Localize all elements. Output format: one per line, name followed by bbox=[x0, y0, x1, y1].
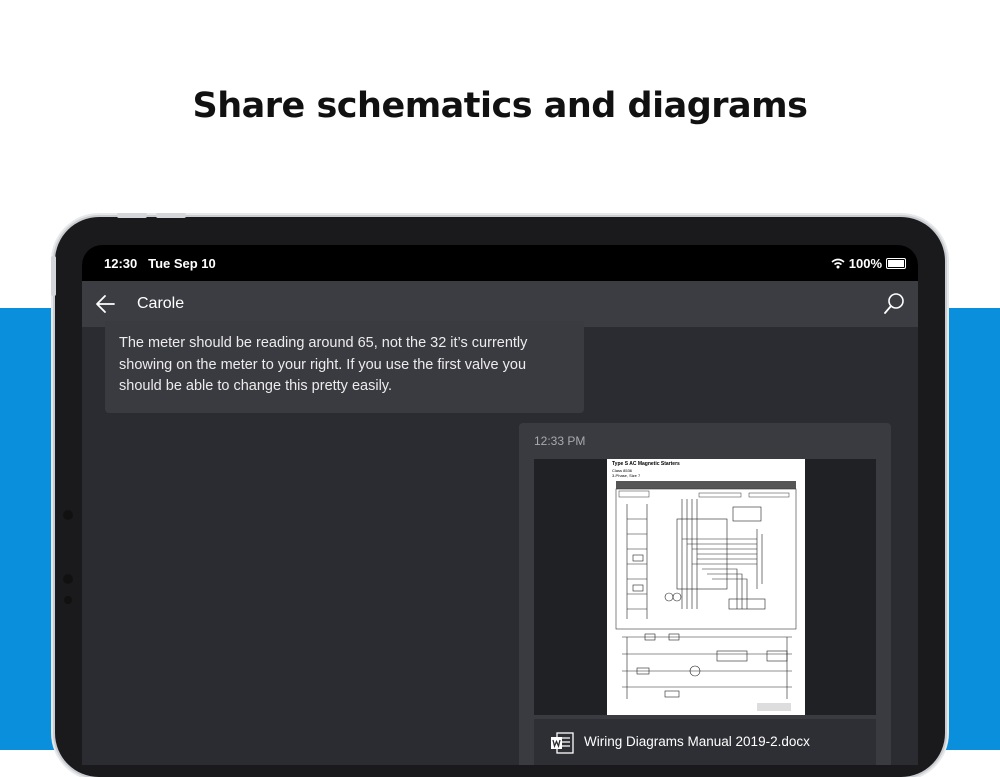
sensor-dot-2 bbox=[64, 596, 72, 604]
wifi-icon bbox=[831, 258, 845, 269]
status-bar bbox=[82, 245, 918, 281]
battery-icon bbox=[886, 258, 906, 269]
chat-thread[interactable] bbox=[82, 327, 918, 765]
outgoing-message bbox=[519, 423, 891, 765]
page-headline: Share schematics and diagrams bbox=[192, 86, 808, 126]
document-subtitle-line2: 3-Phase, Size 7 bbox=[612, 473, 641, 478]
tablet-screen bbox=[82, 245, 918, 765]
power-button bbox=[51, 256, 56, 296]
attachment-file-row[interactable] bbox=[534, 719, 876, 765]
wiring-schematic-drawing bbox=[607, 459, 805, 715]
message-timestamp: 12:33 PM bbox=[534, 434, 586, 448]
word-doc-icon bbox=[550, 732, 574, 754]
incoming-message bbox=[105, 321, 584, 413]
status-date: Tue Sep 10 bbox=[148, 256, 216, 271]
volume-up-button bbox=[117, 213, 147, 218]
search-icon[interactable] bbox=[882, 292, 906, 316]
document-page-thumbnail bbox=[607, 459, 805, 715]
volume-down-button bbox=[156, 213, 186, 218]
battery-percent: 100% bbox=[848, 256, 882, 271]
incoming-message-text: The meter should be reading around 65, not the 32 it’s currently showing on the meter to your right. If you use the first valve you should be able to change this pretty easily. bbox=[119, 335, 528, 394]
status-time-date bbox=[104, 256, 216, 271]
back-arrow-icon[interactable] bbox=[94, 292, 118, 316]
camera-dot bbox=[63, 510, 73, 520]
chat-contact-name: Carole bbox=[137, 295, 185, 312]
status-indicators bbox=[831, 256, 906, 271]
sensor-dot bbox=[63, 574, 73, 584]
document-preview[interactable] bbox=[534, 459, 876, 715]
status-time: 12:30 bbox=[104, 256, 138, 271]
document-subtitle-line1: Class 8536 bbox=[612, 468, 633, 473]
attachment-file-name: Wiring Diagrams Manual 2019-2.docx bbox=[584, 734, 810, 749]
document-page-title: Type S AC Magnetic Starters bbox=[612, 461, 680, 467]
